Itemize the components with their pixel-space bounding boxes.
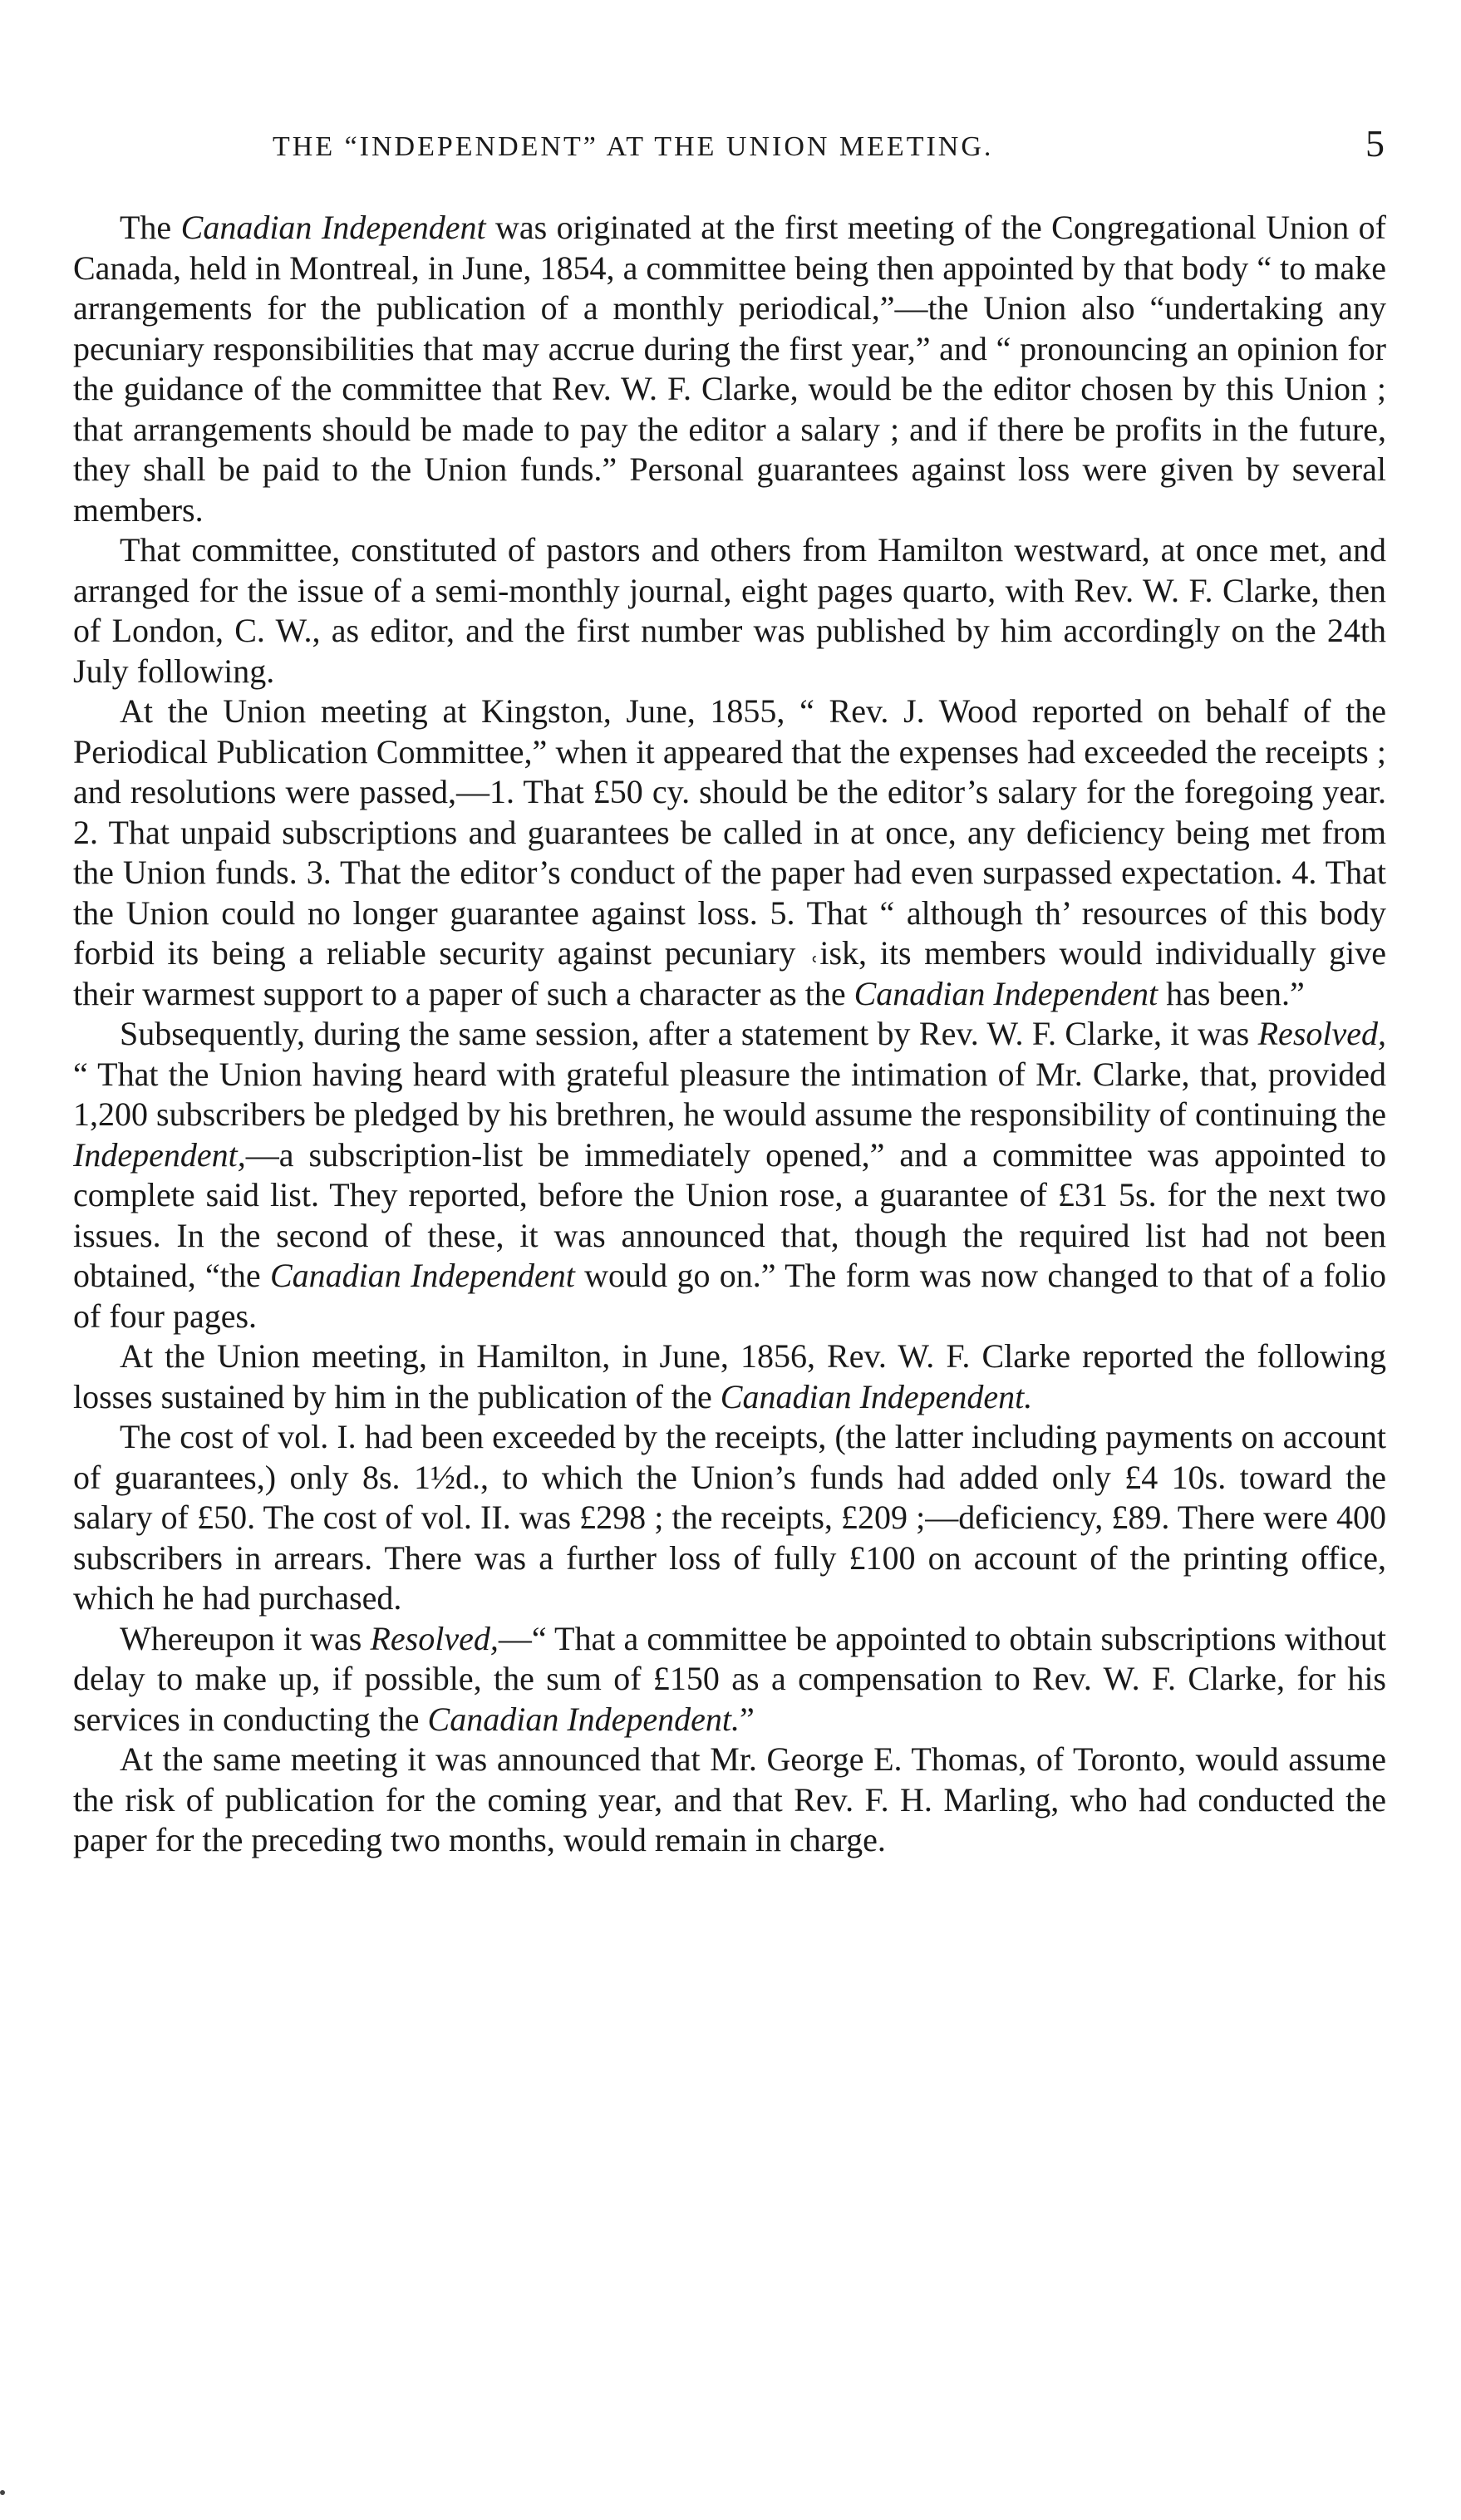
paragraph: [73, 208, 1386, 530]
italic-text-run: Canadian Independent.: [720, 1377, 1033, 1415]
italic-text-run: Resolved,: [370, 1619, 499, 1657]
paragraph: [73, 1336, 1386, 1417]
text-run: —“ That a committee be appointed to obtain subscriptions without delay to make up, if possible, the sum of £150 as a compensation to Rev. W. F. Clarke, for his services in conducting the: [73, 1619, 1387, 1738]
paragraph: [73, 1740, 1386, 1861]
italic-text-run: Canadian Independent: [853, 974, 1158, 1012]
italic-text-run: Independent,: [73, 1135, 246, 1174]
text-run: “ That the Union having heard with grateful pleasure the intimation of Mr. Clarke, that, provided 1,200 subscribers be pledged by his brethren, he would assume the responsibility of continuing the: [73, 1055, 1386, 1133]
text-run: was originated at the first meeting of the Congregational Union of Canada, held in Montreal, in June, 1854, a committee being then appointed by that body “ to make arrangements for the publication of a monthly periodical,”—the Union also “undertaking any pecuniary responsibilities that may accrue during the first year,” and “ pronouncing an opinion for the guidance of the committee that Rev. W. F. Clarke, would be the editor chosen by this Union ; that arrangements should be made to pay the editor a salary ; and if there be profits in the future, they shall be paid to the Union funds.” Personal guarantees against loss were given by several members.: [73, 209, 1386, 529]
text-run: —a subscription-list be immediately opened,” and a committee was appointed to complete said list. They reported, before the Union rose, a guarantee of £31 5s. for the next two issues. In the second of these, it was announced that, though the required list had not been obtained, “the: [73, 1135, 1386, 1294]
italic-text-run: Canadian Independent.: [427, 1700, 740, 1738]
text-run: The: [120, 209, 181, 246]
running-title: THE “INDEPENDENT” AT THE UNION MEETING.: [273, 131, 994, 162]
text-run: The cost of vol. I. had been exceeded by the receipts, (the latter including payments on account of guarantees,) only 8s. 1½d., to which the Union’s funds had added only £4 10s. toward the salary of £50. The cost of vol. II. was £298 ; the receipts, £209 ;—deficiency, £89. There were 400 subscribers in arrears. There was a further loss of fully £100 on account of the printing office, which he had purchased.: [73, 1418, 1386, 1617]
text-run: Whereupon it was: [120, 1619, 371, 1657]
text-run: That committee, constituted of pastors and others from Hamilton westward, at once met, and arranged for the issue of a semi-monthly journal, eight pages quarto, with Rev. W. F. Clarke, then of London, C. W., as editor, and the first number was published by him accordingly on the 24th July following.: [73, 531, 1386, 690]
paragraph: [73, 692, 1386, 1014]
text-run: Subsequently, during the same session, after a statement by Rev. W. F. Clarke, it was: [120, 1015, 1258, 1052]
italic-text-run: Canadian Independent: [270, 1257, 575, 1294]
text-run: At the same meeting it was announced that Mr. George E. Thomas, of Toronto, would assume the risk of publication for the coming year, and that Rev. F. H. Marling, who had conducted the paper for the preceding two months, would remain in charge.: [73, 1740, 1386, 1858]
italic-text-run: Resolved,: [1257, 1015, 1386, 1052]
text-run: would go on.” The form was now changed to that of a folio of four pages.: [73, 1257, 1386, 1335]
italic-text-run: Canadian Independent: [180, 209, 486, 246]
running-header: [73, 122, 1386, 178]
paragraph: [73, 530, 1386, 692]
margin-speck: [0, 2490, 5, 2495]
page-number: 5: [1365, 122, 1385, 165]
text-run: At the Union meeting, in Hamilton, in June, 1856, Rev. W. F. Clarke reported the following losses sustained by him in the publication of the: [73, 1337, 1386, 1415]
text-run: ”: [740, 1700, 755, 1738]
paragraph: [73, 1619, 1386, 1740]
text-run: At the Union meeting at Kingston, June, 1855, “ Rev. J. Wood reported on behalf of the Periodical Publication Committee,” when it appeared that the expenses had exceeded the receipts ; and resolutions were passed,—1. That £50 cy. should be the editor’s salary for the foregoing year. 2. That unpaid subscriptions and guarantees be called in at once, any deficiency being met from the Union funds. 3. That the editor’s conduct of the paper had even surpassed expectation. 4. That the Union could no longer guarantee against loss. 5. That “ although th’ resources of this body forbid its being a reliable security against pecuniary ˓isk, its members would individually give their warmest support to a paper of such a character as the: [73, 692, 1386, 1012]
body-text: [73, 208, 1386, 1861]
paragraph: [73, 1014, 1386, 1336]
text-run: has been.”: [1158, 974, 1305, 1012]
paragraph: [73, 1417, 1386, 1619]
